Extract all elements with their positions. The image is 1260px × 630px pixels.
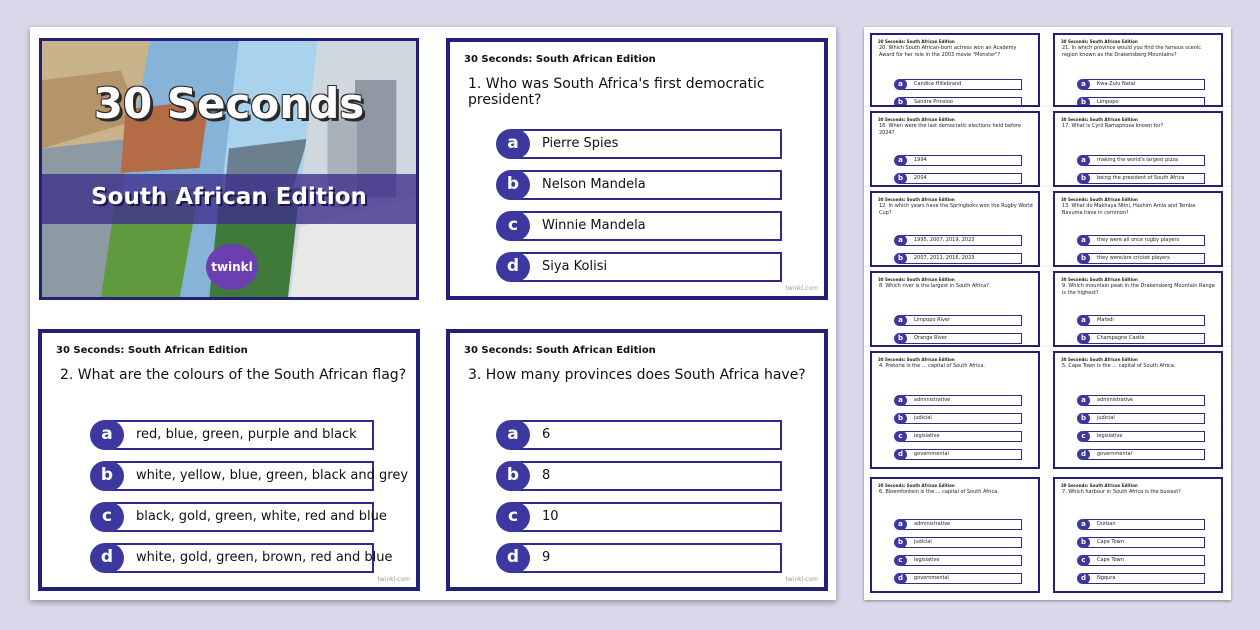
title-card — [39, 38, 419, 300]
mini-sheet-2 — [864, 107, 1231, 187]
mini-card-header: 30 Seconds: South African Edition — [1061, 357, 1138, 362]
mini-card-header: 30 Seconds: South African Edition — [878, 483, 955, 488]
option-text: Siya Kolisi — [542, 259, 608, 274]
question-card-3 — [446, 329, 828, 591]
mini-option-b[interactable]: b judicial — [894, 413, 1022, 424]
option-letter-d: d — [496, 252, 530, 282]
card-footer: twinkl.com — [785, 285, 818, 292]
option-c[interactable] — [496, 211, 782, 243]
option-a[interactable] — [90, 420, 374, 452]
mini-card-6 — [870, 477, 1040, 593]
option-text: black, gold, green, white, red and blue — [136, 509, 387, 524]
mini-sheet-5 — [864, 347, 1231, 600]
mini-card-header: 30 Seconds: South African Edition — [1061, 39, 1138, 44]
mini-option-b[interactable]: b 2007, 2011, 2016, 2023 — [894, 253, 1022, 264]
mini-option-b[interactable]: b judicial — [1077, 413, 1205, 424]
mini-option-a[interactable]: a Durban — [1077, 519, 1205, 530]
question-text: 2. What are the colours of the South African flag? — [60, 367, 407, 383]
mini-option-a[interactable]: a 1995, 2007, 2019, 2023 — [894, 235, 1022, 246]
option-letter-a: a — [90, 420, 124, 450]
option-a[interactable] — [496, 129, 782, 161]
option-letter-b: b — [496, 461, 530, 491]
option-c[interactable] — [90, 502, 387, 534]
mini-card-header: 30 Seconds: South African Edition — [1061, 117, 1138, 122]
option-d[interactable] — [90, 543, 393, 575]
mini-option-a[interactable]: a 1994 — [894, 155, 1022, 166]
mini-option-b[interactable]: b Champagne Castle — [1077, 333, 1205, 344]
mini-option-b[interactable]: b judicial — [894, 537, 1022, 548]
mini-option-a[interactable]: a Candice Hillebrand — [894, 79, 1022, 90]
mini-card-20 — [870, 33, 1040, 107]
mini-card-16 — [870, 111, 1040, 187]
mini-option-a[interactable]: a making the world's largest pizza — [1077, 155, 1205, 166]
mini-question: 7. Which harbour in South Africa is the busiest? — [1062, 489, 1181, 495]
mini-option-d[interactable]: d governmental — [894, 573, 1022, 584]
card-header: 30 Seconds: South African Edition — [56, 345, 248, 356]
card-footer: twinkl.com — [377, 576, 410, 583]
mini-card-8 — [870, 271, 1040, 347]
question-text: 3. How many provinces does South Africa have? — [468, 367, 806, 383]
mini-card-12 — [870, 191, 1040, 267]
mini-card-header: 30 Seconds: South African Edition — [1061, 483, 1138, 488]
mini-card-17 — [1053, 111, 1223, 187]
main-sheet — [30, 27, 836, 600]
mini-option-a[interactable]: a administrative — [1077, 395, 1205, 406]
twinkl-logo: twinkl — [206, 244, 258, 290]
mini-card-4 — [870, 351, 1040, 469]
mini-card-header: 30 Seconds: South African Edition — [878, 357, 955, 362]
mini-option-a[interactable]: a Limpopo River — [894, 315, 1022, 326]
mini-option-b[interactable]: b Limpopo — [1077, 97, 1205, 107]
option-b[interactable] — [90, 461, 409, 493]
mini-card-header: 30 Seconds: South African Edition — [878, 277, 955, 282]
mini-card-13 — [1053, 191, 1223, 267]
mini-question: 16. When were the last democratic elections held before 2024? — [879, 123, 1021, 136]
option-d[interactable] — [496, 252, 782, 284]
card-header: 30 Seconds: South African Edition — [464, 54, 656, 65]
mini-option-a[interactable]: a they were all once rugby players — [1077, 235, 1205, 246]
mini-sheet-4 — [864, 267, 1231, 347]
question-text: 1. Who was South Africa's first democratic president? — [468, 76, 765, 108]
mini-option-d[interactable]: d governmental — [894, 449, 1022, 460]
mini-option-c[interactable]: c legislative — [1077, 431, 1205, 442]
option-a[interactable] — [496, 420, 782, 452]
option-text: 9 — [542, 550, 551, 565]
option-text: white, gold, green, brown, red and blue — [136, 550, 393, 565]
mini-question: 5. Cape Town is the ... capital of South Africa. — [1062, 363, 1176, 369]
mini-option-a[interactable]: a Mafadi — [1077, 315, 1205, 326]
option-b[interactable] — [496, 461, 782, 493]
option-letter-c: c — [496, 211, 530, 241]
option-c[interactable] — [496, 502, 782, 534]
mini-option-a[interactable]: a administrative — [894, 519, 1022, 530]
option-letter-a: a — [496, 129, 530, 159]
option-letter-b: b — [90, 461, 124, 491]
mini-option-b[interactable]: b being the president of South Africa — [1077, 173, 1205, 184]
option-b[interactable] — [496, 170, 782, 202]
mini-card-5 — [1053, 351, 1223, 469]
option-text: white, yellow, blue, green, black and grey — [136, 468, 409, 483]
mini-option-c[interactable]: c Cape Town — [1077, 555, 1205, 566]
mini-card-header: 30 Seconds: South African Edition — [878, 197, 955, 202]
option-text: 10 — [542, 509, 559, 524]
mini-question: 20. Which South African-born actress won an Academy Award for her role in the 2003 movie "Monster"? — [879, 45, 1017, 58]
mini-card-header: 30 Seconds: South African Edition — [878, 39, 955, 44]
option-letter-c: c — [496, 502, 530, 532]
question-card-2 — [38, 329, 420, 591]
mini-question: 21. In which province would you find the famous scenic region known as the Drakensberg Mountains? — [1062, 45, 1202, 58]
option-text: Winnie Mandela — [542, 218, 646, 233]
mini-option-a[interactable]: a administrative — [894, 395, 1022, 406]
option-text: 8 — [542, 468, 551, 483]
mini-option-a[interactable]: a Kwa-Zulu Natal — [1077, 79, 1205, 90]
mini-option-d[interactable]: d governmental — [1077, 449, 1205, 460]
option-text: Pierre Spies — [542, 136, 619, 151]
mini-option-c[interactable]: c legislative — [894, 555, 1022, 566]
mini-question: 8. Which river is the largest in South Africa? — [879, 283, 989, 289]
mini-card-9 — [1053, 271, 1223, 347]
mini-option-c[interactable]: c legislative — [894, 431, 1022, 442]
option-letter-c: c — [90, 502, 124, 532]
mini-sheet-1 — [864, 27, 1231, 107]
option-letter-a: a — [496, 420, 530, 450]
title-card-subtitle: South African Edition — [91, 184, 367, 210]
title-card-heading: 30 Seconds — [93, 79, 365, 128]
option-d[interactable] — [496, 543, 782, 575]
mini-sheet-3 — [864, 187, 1231, 267]
mini-card-7 — [1053, 477, 1223, 593]
mini-question: 12. In which years have the Springboks won the Rugby World Cup? — [879, 203, 1033, 216]
mini-option-d[interactable]: d Ngqura — [1077, 573, 1205, 584]
option-text: 6 — [542, 427, 551, 442]
mini-card-21 — [1053, 33, 1223, 107]
mini-question: 13. What do Makhaya Ntini, Hashim Amla and Temba Bavuma have in common? — [1062, 203, 1196, 216]
mini-question: 6. Bloemfontein is the ... capital of South Africa. — [879, 489, 999, 495]
mini-card-header: 30 Seconds: South African Edition — [878, 117, 955, 122]
mini-option-b[interactable]: b Orange River — [894, 333, 1022, 344]
option-letter-d: d — [90, 543, 124, 573]
mini-option-b[interactable]: b Cape Town — [1077, 537, 1205, 548]
question-card-1 — [446, 38, 828, 300]
option-text: Nelson Mandela — [542, 177, 646, 192]
mini-card-header: 30 Seconds: South African Edition — [1061, 277, 1138, 282]
mini-question: 9. Which mountain peak in the Drakensberg Mountain Range is the highest? — [1062, 283, 1215, 296]
option-letter-d: d — [496, 543, 530, 573]
mini-option-b[interactable]: b they were/are cricket players — [1077, 253, 1205, 264]
mini-card-header: 30 Seconds: South African Edition — [1061, 197, 1138, 202]
card-header: 30 Seconds: South African Edition — [464, 345, 656, 356]
option-letter-b: b — [496, 170, 530, 200]
mini-option-b[interactable]: b Sandra Prinsloo — [894, 97, 1022, 107]
mini-question: 4. Pretoria is the ... capital of South Africa. — [879, 363, 985, 369]
mini-question: 17. What is Cyril Ramaphosa known for? — [1062, 123, 1164, 129]
card-footer: twinkl.com — [785, 576, 818, 583]
preview-stack — [864, 27, 1231, 600]
option-text: red, blue, green, purple and black — [136, 427, 357, 442]
mini-option-b[interactable]: b 2004 — [894, 173, 1022, 184]
